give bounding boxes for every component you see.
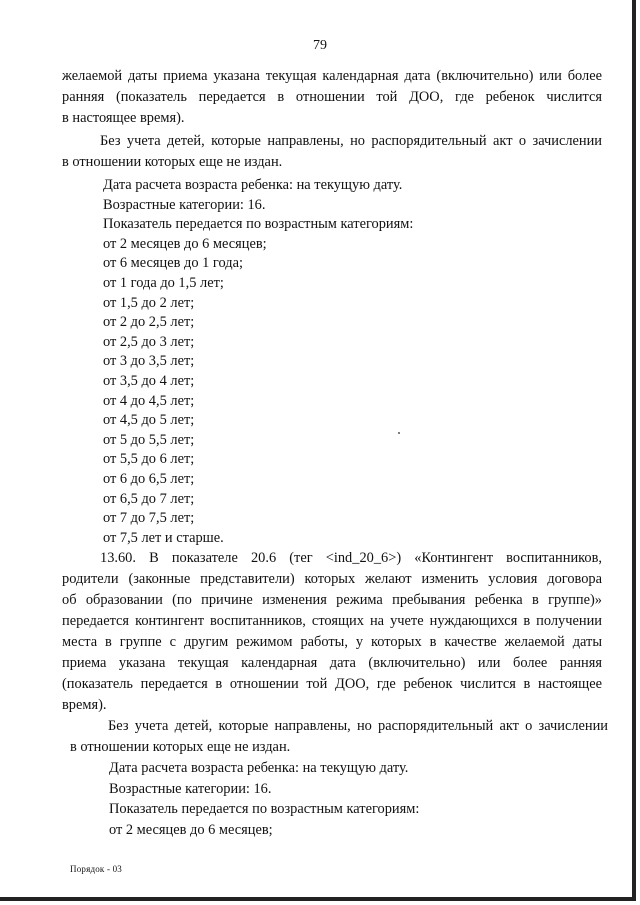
text-line: родители (законные представители) которых желают изменить условия договора [62,571,602,587]
scan-speck [398,432,400,434]
age-list-item: от 2,5 до 3 лет; [103,333,195,350]
text-line: Без учета детей, которые направлены, но распорядительный акт о зачислении [100,133,602,149]
text-line: приема указана текущая календарная дата (включительно) или более ранняя [62,655,602,671]
age-list-item: от 4,5 до 5 лет; [103,412,195,429]
calc-date-line: Дата расчета возраста ребенка: на текущую дату. [109,760,409,776]
text-line: Без учета детей, которые направлены, но распорядительный акт о зачислении [108,718,608,734]
exclusion-paragraph [62,131,602,173]
text-line: время). [62,697,107,713]
age-list-item: от 6,5 до 7 лет; [103,490,195,507]
text-line: 13.60. В показателе 20.6 (тег <ind_20_6>) «Контингент воспитанников, [100,550,602,566]
age-list-item: от 3,5 до 4 лет; [103,372,195,389]
text-line: ранняя (показатель передается в отношении той ДОО, где ребенок числится [62,89,602,105]
calc-date-line: Дата расчета возраста ребенка: на текущую дату. [103,177,403,193]
footer-label: Порядок - 03 [70,864,122,874]
page-number: 79 [313,38,327,53]
age-list-item: от 6 до 6,5 лет; [103,470,195,487]
text-line: в отношении которых еще не издан. [70,739,291,755]
by-categories-line: Показатель передается по возрастным категориям: [109,801,420,817]
age-categories-line: Возрастные категории: 16. [103,196,266,213]
text-line: места в группе с другим режимом работы, у которых в качестве желаемой даты [62,634,602,650]
paragraph-13-60 [62,548,602,716]
paragraph-continuation [62,66,602,129]
age-list-item: от 4 до 4,5 лет; [103,392,195,409]
age-list-item: от 7,5 лет и старше. [103,529,224,546]
age-list-item: от 6 месяцев до 1 года; [103,255,243,272]
text-line: передается контингент воспитанников, стоящих на учете нуждающихся в получении [62,613,602,629]
age-list-item: от 1,5 до 2 лет; [103,294,195,311]
text-line: в настоящее время). [62,110,185,126]
exclusion-paragraph-2 [70,716,608,758]
age-section [62,176,602,548]
age-list-item: от 2 месяцев до 6 месяцев; [109,821,273,838]
age-list-item: от 7 до 7,5 лет; [103,510,195,527]
age-list-item: от 5,5 до 6 лет; [103,451,195,468]
text-line: (показатель передается в отношении той ДОО, где ребенок числится в настоящее [62,676,602,692]
by-categories-line: Показатель передается по возрастным категориям: [103,216,414,233]
age-list-item: от 3 до 3,5 лет; [103,353,195,370]
age-list-item: от 2 до 2,5 лет; [103,314,195,331]
text-line: об образовании (по причине изменения режима пребывания ребенка в группе)» [62,592,602,608]
age-categories-line: Возрастные категории: 16. [109,780,272,797]
age-list-item: от 5 до 5,5 лет; [103,431,195,448]
age-section-2 [68,758,608,840]
text-line: в отношении которых еще не издан. [62,154,283,170]
text-line: желаемой даты приема указана текущая календарная дата (включительно) или более [62,68,602,84]
age-list-item: от 1 года до 1,5 лет; [103,274,224,291]
age-list-item: от 2 месяцев до 6 месяцев; [103,235,267,252]
